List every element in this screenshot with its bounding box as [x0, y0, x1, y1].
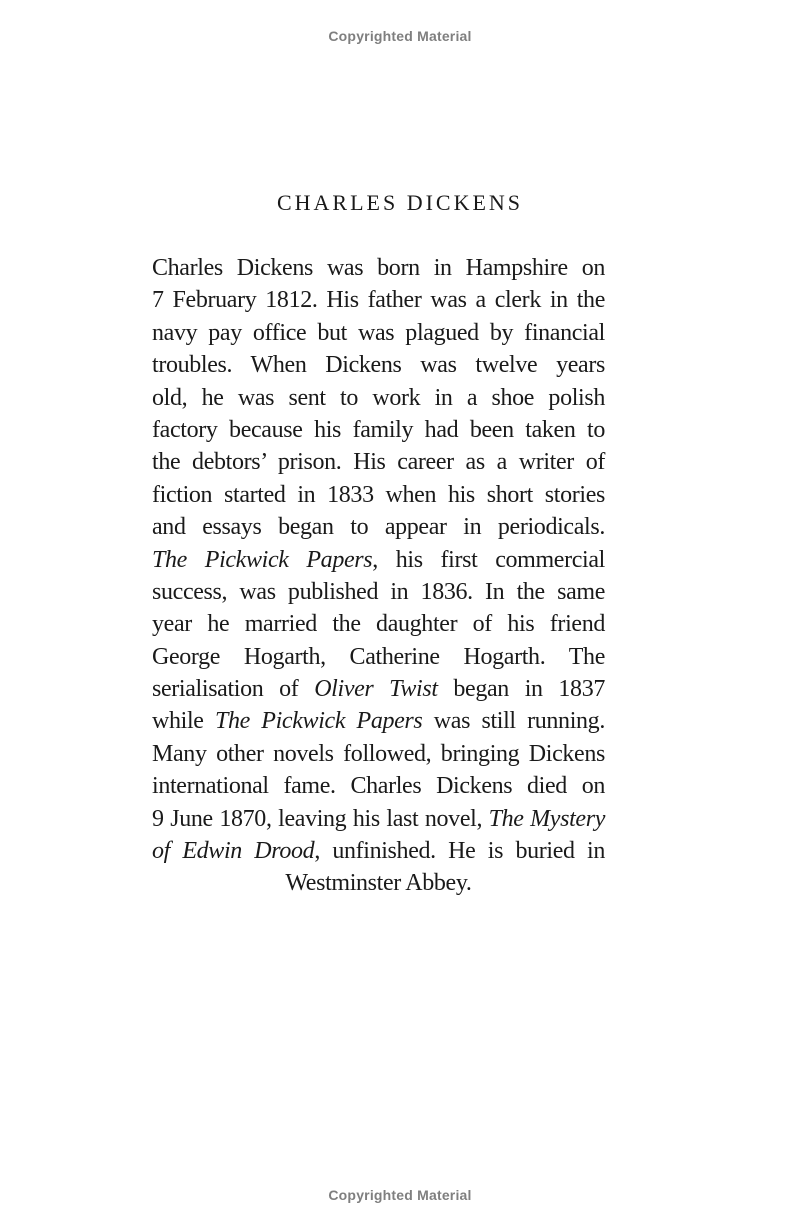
bio-line: [152, 835, 605, 867]
bio-line: old, he was sent to work in a shoe polish: [152, 384, 605, 411]
book-title-mystery-of-edwin-drood: of Edwin Drood: [152, 838, 315, 865]
bio-line: Westminster Abbey.: [285, 870, 472, 897]
bio-line: international fame. Charles Dickens died on: [152, 773, 605, 800]
copyright-watermark-top: Copyrighted Material: [328, 28, 472, 44]
book-title-pickwick-papers: The Pickwick Papers: [214, 708, 423, 735]
bio-text: was still running.: [422, 708, 605, 735]
author-heading: CHARLES DICKENS: [276, 190, 524, 215]
bio-line: Many other novels followed, bringing Dickens: [152, 740, 605, 767]
bio-line: troubles. When Dickens was twelve years: [152, 352, 605, 379]
bio-line: success, was published in 1836. In the same: [152, 578, 605, 605]
book-title-oliver-twist: Oliver Twist: [314, 676, 438, 703]
bio-line: George Hogarth, Catherine Hogarth. The: [152, 643, 605, 670]
book-title-pickwick-papers: The Pickwick Papers: [152, 546, 373, 573]
bio-text: began in 1837: [437, 676, 605, 703]
bio-line: and essays began to appear in periodicals.: [152, 514, 605, 541]
book-title-mystery-of-edwin-drood: The Mystery: [488, 805, 606, 832]
bio-text: while: [152, 708, 215, 735]
bio-line: [152, 705, 605, 737]
bio-line: [152, 803, 605, 835]
bio-line: [152, 673, 605, 705]
copyright-watermark-bottom: Copyrighted Material: [328, 1187, 472, 1203]
bio-line: [152, 544, 605, 576]
bio-line: navy pay office but was plagued by financial: [152, 319, 605, 346]
bio-text: , his first commercial: [372, 546, 605, 573]
bio-line: fiction started in 1833 when his short stories: [152, 481, 605, 508]
bio-text: , unfinished. He is buried in: [314, 838, 605, 865]
bio-text: serialisation of: [152, 676, 315, 703]
bio-line: Charles Dickens was born in Hampshire on: [152, 255, 605, 281]
bio-line: year he married the daughter of his friend: [152, 611, 605, 638]
bio-line: factory because his family had been taken to: [152, 416, 605, 443]
bio-text: 9 June 1870, leaving his last novel,: [152, 805, 489, 832]
bio-line: 7 February 1812. His father was a clerk in the: [152, 287, 605, 314]
author-biography: [152, 252, 605, 900]
bio-line: the debtors’ prison. His career as a writer of: [152, 449, 605, 476]
